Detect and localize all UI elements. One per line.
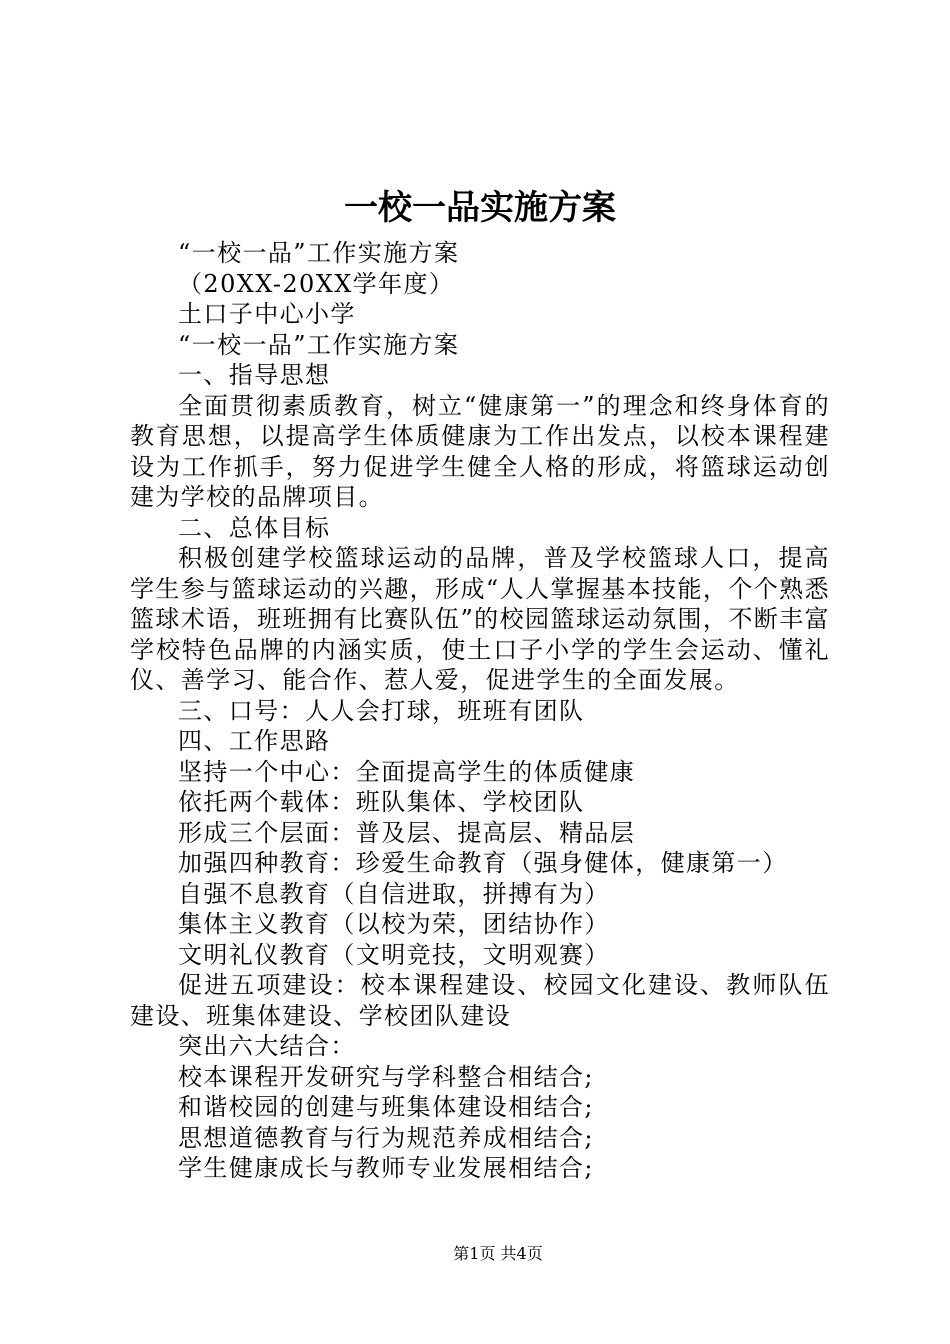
section-heading-overall-goal: 二、总体目标 bbox=[178, 513, 331, 542]
document-body bbox=[130, 238, 830, 1184]
list-item: 突出六大结合： bbox=[178, 1032, 356, 1060]
document-title: 一校一品实施方案 bbox=[344, 188, 616, 228]
list-item: 自强不息教育（自信进取，拼搏有为） bbox=[178, 879, 610, 908]
section-heading-guiding-thought: 一、指导思想 bbox=[178, 361, 331, 389]
page-footer: 第1页 共4页 bbox=[453, 1244, 543, 1263]
paragraph-guiding-thought: 全面贯彻素质教育，树立“健康第一”的理念和终身体育的教育思想，以提高学生体质健康为工作出发点，以校本课程建设为工作抓手，努力促进学生健全人格的形成，将篮球运动创建为学校的品牌项目。 bbox=[130, 391, 830, 511]
paragraph-school-year: （20XX-20XX学年度） bbox=[178, 269, 455, 298]
list-item: 加强四种教育：珍爱生命教育（强身健体，健康第一） bbox=[178, 849, 788, 877]
list-item: 学生健康成长与教师专业发展相结合; bbox=[178, 1154, 594, 1182]
list-item: 集体主义教育（以校为荣，团结协作） bbox=[178, 910, 610, 938]
paragraph-school-name: 土口子中心小学 bbox=[178, 300, 356, 328]
section-heading-slogan: 三、口号：人人会打球，班班有团队 bbox=[178, 696, 585, 725]
paragraph-plan-title: “一校一品”工作实施方案 bbox=[178, 330, 460, 359]
list-item: 文明礼仪教育（文明竞技，文明观赛） bbox=[178, 940, 610, 969]
list-item: 和谐校园的创建与班集体建设相结合; bbox=[178, 1093, 594, 1121]
section-heading-work-ideas: 四、工作思路 bbox=[178, 727, 331, 755]
list-item: 促进五项建设：校本课程建设、校园文化建设、教师队伍建设、班集体建设、学校团队建设 bbox=[130, 971, 830, 1030]
list-item: 依托两个载体：班队集体、学校团队 bbox=[178, 788, 585, 816]
list-item: 形成三个层面：普及层、提高层、精品层 bbox=[178, 818, 636, 847]
paragraph-overall-goal: 积极创建学校篮球运动的品牌，普及学校篮球人口，提高学生参与篮球运动的兴趣，形成“人人掌握基本技能，个个熟悉篮球术语，班班拥有比赛队伍”的校园篮球运动氛围，不断丰富学校特色品牌的内涵实质，使土口子小学的学生会运动、懂礼仪、善学习、能合作、惹人爱，促进学生的全面发展。 bbox=[130, 544, 830, 694]
paragraph-subtitle: “一校一品”工作实施方案 bbox=[178, 239, 460, 267]
list-item: 校本课程开发研究与学科整合相结合; bbox=[178, 1062, 594, 1091]
list-item: 思想道德教育与行为规范养成相结合; bbox=[178, 1123, 594, 1152]
list-item: 坚持一个中心：全面提高学生的体质健康 bbox=[178, 757, 636, 786]
